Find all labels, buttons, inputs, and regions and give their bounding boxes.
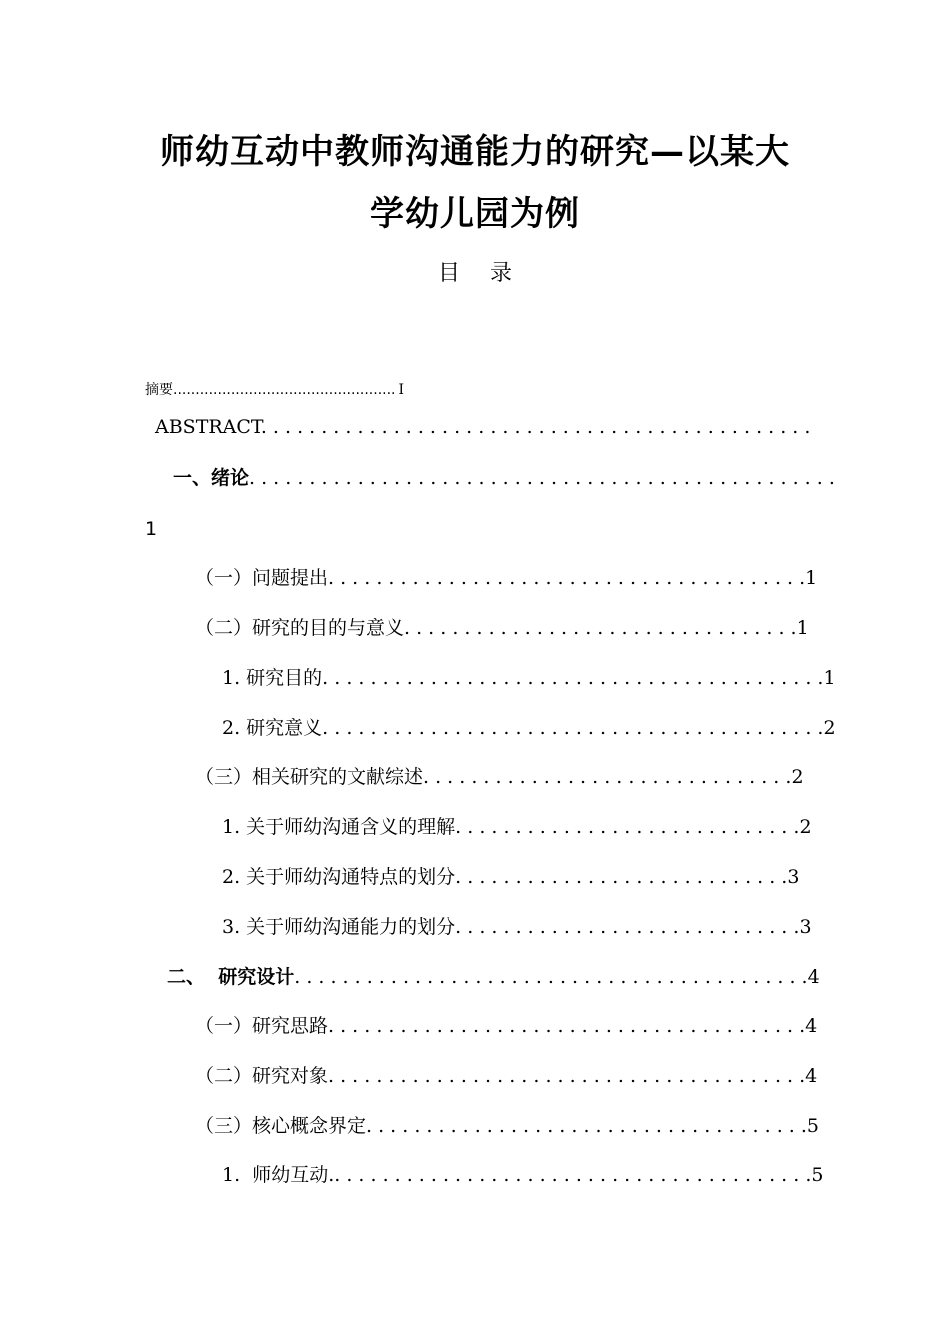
toc-entry-page: 4	[805, 1065, 818, 1087]
toc-entry-page: 2	[791, 766, 804, 788]
toc-entry-page: 4	[807, 966, 820, 988]
toc-leader-dots: . . . . . . . . . . . . . . . . . . . . . . . . . . . . . . . . . . . . . . . .	[334, 1164, 812, 1186]
toc-leader-dots: . . . . . . . . . . . . . . . . . . . . . . . . . . . . . . . . . . . . . . . . . .	[322, 667, 824, 689]
toc-entry-page: 3	[799, 916, 812, 938]
toc-entry-chapter-2[interactable]	[167, 964, 820, 990]
toc-entry-page: I	[398, 382, 405, 398]
toc-heading-char-1: 目	[437, 261, 460, 286]
toc-entry-text: ABSTRACT	[155, 416, 261, 438]
toc-entry-text: （二）研究的目的与意义	[195, 617, 405, 639]
toc-entry-page: 1	[145, 518, 158, 540]
toc-entry-text: 3. 关于师幼沟通能力的划分	[222, 916, 456, 938]
toc-entry-page: 1	[823, 667, 836, 689]
toc-entry-chapter-1[interactable]	[173, 465, 835, 491]
toc-entry-text: 一、绪论	[173, 467, 250, 489]
toc-entry-text: 1. 研究目的	[222, 667, 323, 689]
toc-leader-dots: ..................................................	[173, 382, 396, 398]
toc-entry-text: （一）研究思路	[195, 1015, 329, 1037]
toc-entry-1-2-2[interactable]	[222, 715, 836, 741]
toc-entry-text: （二）研究对象	[195, 1065, 329, 1087]
toc-leader-dots: . . . . . . . . . . . . . . . . . . . . . . . . . . . . . . . . . . . . . . . . . . . . . . . . .	[249, 467, 835, 489]
toc-leader-dots: . . . . . . . . . . . . . . . . . . . . . . . . . . . . . . . . . . . . . . . . . . . . . .	[260, 416, 811, 438]
toc-leader-dots: . . . . . . . . . . . . . . . . . . . . . . . . . . . . .	[455, 816, 800, 838]
toc-entry-text: （一）问题提出	[195, 567, 329, 589]
toc-entry-page: 2	[799, 816, 812, 838]
toc-entry-text: 摘要	[145, 382, 173, 398]
toc-entry-2-2[interactable]	[195, 1063, 817, 1089]
toc-entry-1-3[interactable]	[195, 764, 804, 790]
toc-entry-page: 1	[805, 567, 818, 589]
toc-entry-page: 4	[805, 1015, 818, 1037]
toc-leader-dots: . . . . . . . . . . . . . . . . . . . . . . . . . . . . . . . . . . . . . . . .	[328, 1065, 806, 1087]
toc-entry-text: 1. 师幼互动.	[222, 1164, 335, 1186]
toc-entry-text: （三）相关研究的文献综述	[195, 766, 424, 788]
toc-entry-1-3-3[interactable]	[222, 914, 812, 940]
toc-entry-2-3[interactable]	[195, 1113, 819, 1139]
toc-leader-dots: . . . . . . . . . . . . . . . . . . . . . . . . . . . . . . .	[423, 766, 792, 788]
toc-leader-dots: . . . . . . . . . . . . . . . . . . . . . . . . . . . . .	[455, 916, 800, 938]
toc-entry-text: 二、 研究设计	[167, 966, 295, 988]
toc-heading	[0, 256, 950, 287]
toc-entry-page: 2	[823, 717, 836, 739]
toc-entry-text: 1. 关于师幼沟通含义的理解	[222, 816, 456, 838]
toc-entry-page: 5	[811, 1164, 824, 1186]
toc-leader-dots: . . . . . . . . . . . . . . . . . . . . . . . . . . . . . . . . . . . . . . . .	[328, 1015, 806, 1037]
toc-entry-text: 2. 研究意义	[222, 717, 323, 739]
toc-leader-dots: . . . . . . . . . . . . . . . . . . . . . . . . . . . . . . . . . . . . . . . . . .	[322, 717, 824, 739]
toc-entry-1-2[interactable]	[195, 615, 809, 641]
toc-entry-abstract-en[interactable]	[155, 414, 810, 440]
toc-entry-page: 3	[787, 866, 800, 888]
toc-entry-2-1[interactable]	[195, 1013, 817, 1039]
toc-entry-1-1[interactable]	[195, 565, 817, 591]
toc-entry-1-3-1[interactable]	[222, 814, 812, 840]
toc-entry-abstract-cn[interactable]	[145, 377, 404, 403]
toc-heading-char-2: 录	[490, 261, 513, 286]
toc-entry-2-3-1[interactable]	[222, 1162, 823, 1188]
toc-leader-dots: . . . . . . . . . . . . . . . . . . . . . . . . . . . . . . . . .	[404, 617, 797, 639]
document-title-line-1: 师幼互动中教师沟通能力的研究—以某大	[160, 132, 790, 172]
toc-leader-dots: . . . . . . . . . . . . . . . . . . . . . . . . . . . . . . . . . . . . .	[366, 1115, 807, 1137]
toc-entry-page: 1	[796, 617, 809, 639]
toc-leader-dots: . . . . . . . . . . . . . . . . . . . . . . . . . . . . . . . . . . . . . . . . . . .	[294, 966, 808, 988]
toc-entry-text: 2. 关于师幼沟通特点的划分	[222, 866, 456, 888]
document-title-line-2: 学幼儿园为例	[370, 194, 580, 234]
toc-leader-dots: . . . . . . . . . . . . . . . . . . . . . . . . . . . .	[455, 866, 788, 888]
toc-leader-dots: . . . . . . . . . . . . . . . . . . . . . . . . . . . . . . . . . . . . . . . .	[328, 567, 806, 589]
toc-entry-1-2-1[interactable]	[222, 665, 836, 691]
toc-entry-page: 5	[806, 1115, 819, 1137]
toc-entry-text: （三）核心概念界定	[195, 1115, 367, 1137]
toc-entry-chapter-1-page	[145, 516, 157, 542]
toc-entry-1-3-2[interactable]	[222, 864, 799, 890]
